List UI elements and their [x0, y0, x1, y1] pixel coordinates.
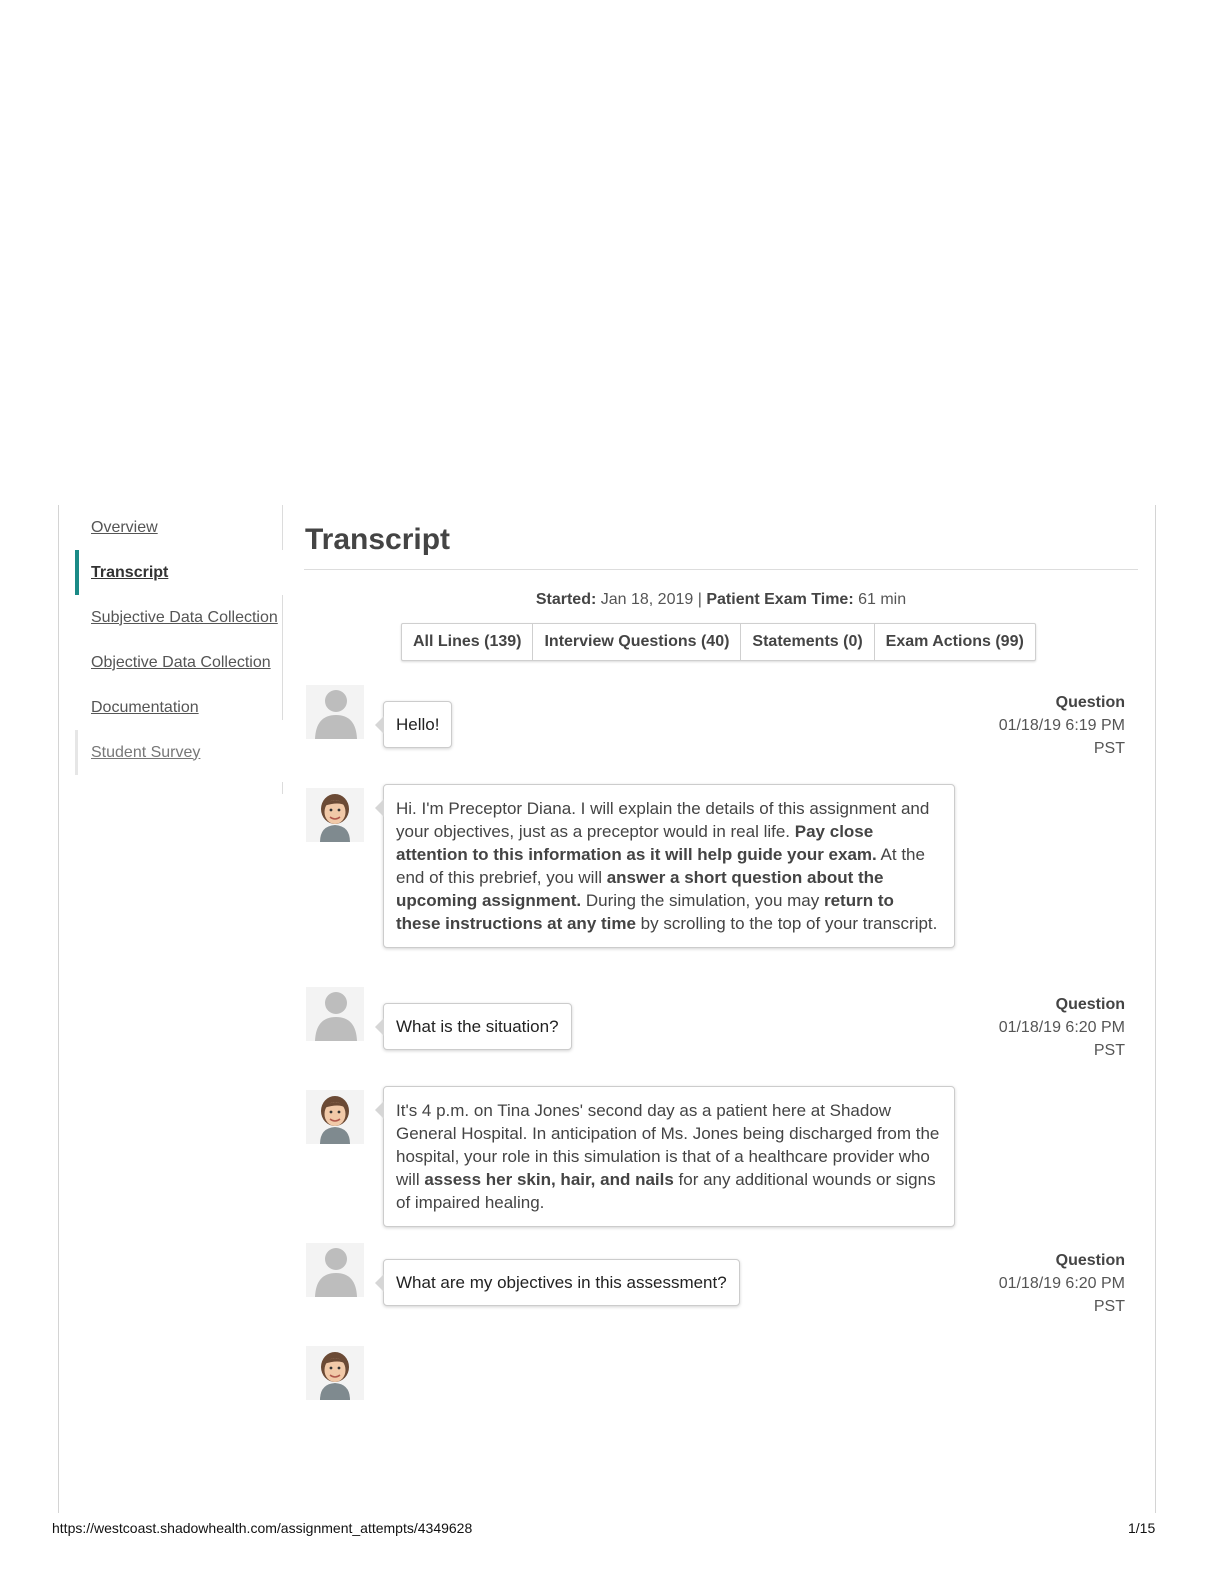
- answer-bubble: [383, 1086, 955, 1227]
- tab-statements[interactable]: Statements (0): [740, 624, 873, 660]
- sidebar-item-label[interactable]: Objective Data Collection: [91, 653, 271, 671]
- preceptor-avatar: [306, 788, 364, 842]
- transcript-entry-answer: [304, 788, 1138, 978]
- sidebar-item-documentation[interactable]: [75, 685, 283, 730]
- entry-datetime: 01/18/19 6:20 PM: [998, 1275, 1125, 1292]
- sidebar-nav: [75, 505, 283, 775]
- answer-segment: for any additional wounds or signs of impaired healing.: [396, 1170, 936, 1212]
- sidebar-divider: [282, 685, 283, 720]
- sidebar-item-label[interactable]: Subjective Data Collection: [91, 608, 278, 626]
- meta-separator: |: [697, 591, 702, 608]
- transcript-entry-question: [304, 1243, 1138, 1333]
- student-avatar: [306, 1243, 364, 1297]
- exam-time-label: Patient Exam Time:: [706, 591, 854, 608]
- student-silhouette-icon: [306, 685, 364, 739]
- sidebar-item-label[interactable]: Documentation: [91, 698, 199, 716]
- preceptor-face-icon: [306, 1090, 364, 1144]
- tab-exam-actions[interactable]: Exam Actions (99): [874, 624, 1035, 660]
- student-avatar: [306, 685, 364, 739]
- answer-segment: At the end of this prebrief, you will: [396, 845, 925, 887]
- answer-segment: During the simulation, you may: [581, 891, 824, 910]
- title-divider: [304, 569, 1138, 570]
- question-bubble: [383, 701, 452, 748]
- sidebar-divider: [282, 782, 283, 794]
- question-timestamp: [955, 993, 1125, 1062]
- entry-type-label: Question: [1055, 1252, 1125, 1269]
- sidebar-item-student-survey[interactable]: [75, 730, 283, 775]
- question-bubble: [383, 1259, 740, 1306]
- entry-type-label: Question: [1055, 694, 1125, 711]
- entry-timezone: PST: [1093, 1042, 1125, 1059]
- transcript-entry-question: [304, 685, 1138, 775]
- question-text: What are my objectives in this assessment?: [396, 1273, 727, 1292]
- exam-time-value: 61 min: [858, 591, 907, 608]
- answer-emphasis: assess her skin, hair, and nails: [424, 1170, 674, 1189]
- page-frame-left-border: [58, 505, 59, 1513]
- preceptor-face-icon: [306, 788, 364, 842]
- print-footer-url: https://westcoast.shadowhealth.com/assignment_attempts/4349628: [52, 1520, 473, 1536]
- transcript-filter-tabs: [401, 623, 1036, 661]
- entry-timezone: PST: [1093, 1298, 1125, 1315]
- started-label: Started:: [535, 591, 597, 608]
- answer-emphasis: return to these instructions at any time: [396, 891, 894, 933]
- preceptor-avatar: [306, 1346, 364, 1400]
- sidebar-item-overview[interactable]: [75, 505, 283, 550]
- sidebar-item-transcript[interactable]: [75, 550, 283, 595]
- tab-all-lines[interactable]: All Lines (139): [413, 633, 522, 650]
- entry-type-label: Question: [1055, 996, 1125, 1013]
- sidebar-divider: [282, 640, 283, 685]
- answer-segment: Hi. I'm Preceptor Diana. I will explain the details of this assignment and your objectives, just as a preceptor would in real life.: [396, 799, 930, 841]
- sidebar-item-objective-data-collection[interactable]: [75, 640, 283, 685]
- preceptor-avatar: [306, 1090, 364, 1144]
- answer-emphasis: Pay close attention to this information as it will help guide your exam.: [396, 822, 877, 864]
- entry-timezone: PST: [1093, 740, 1125, 757]
- answer-emphasis: answer a short question about the upcoming assignment.: [396, 868, 884, 910]
- started-value: Jan 18, 2019: [600, 591, 694, 608]
- answer-segment: It's 4 p.m. on Tina Jones' second day as a patient here at Shadow General Hospital. In anticipation of Ms. Jones being discharged from the hospital, your role in this simulation is that of a healthcare provider who will: [396, 1101, 940, 1189]
- sidebar-item-label[interactable]: Overview: [91, 518, 158, 536]
- tab-interview-questions[interactable]: Interview Questions (40): [532, 624, 740, 660]
- answer-segment: by scrolling to the top of your transcript.: [635, 914, 938, 933]
- transcript-entry-answer: [304, 1090, 1138, 1230]
- sidebar-item-subjective-data-collection[interactable]: [75, 595, 283, 640]
- transcript-entry-answer: [304, 1346, 1138, 1406]
- page-frame-right-border: [1155, 505, 1156, 1513]
- student-silhouette-icon: [306, 1243, 364, 1297]
- question-timestamp: [955, 1249, 1125, 1318]
- question-text: What is the situation?: [396, 1017, 559, 1036]
- entry-datetime: 01/18/19 6:19 PM: [998, 717, 1125, 734]
- question-text: Hello!: [396, 715, 440, 734]
- sidebar-divider: [282, 505, 283, 550]
- answer-bubble: [383, 784, 955, 948]
- attempt-meta: [304, 591, 1138, 609]
- transcript-entry-question: [304, 987, 1138, 1077]
- student-silhouette-icon: [306, 987, 364, 1041]
- page-title: Transcript: [305, 523, 451, 556]
- student-avatar: [306, 987, 364, 1041]
- sidebar-item-label[interactable]: Transcript: [91, 563, 169, 581]
- sidebar-item-label[interactable]: Student Survey: [91, 743, 201, 761]
- preceptor-face-icon: [306, 1346, 364, 1400]
- question-bubble: [383, 1003, 572, 1050]
- sidebar-divider: [282, 595, 283, 640]
- entry-datetime: 01/18/19 6:20 PM: [998, 1019, 1125, 1036]
- question-timestamp: [955, 691, 1125, 760]
- print-footer-page-number: 1/15: [1128, 1520, 1156, 1536]
